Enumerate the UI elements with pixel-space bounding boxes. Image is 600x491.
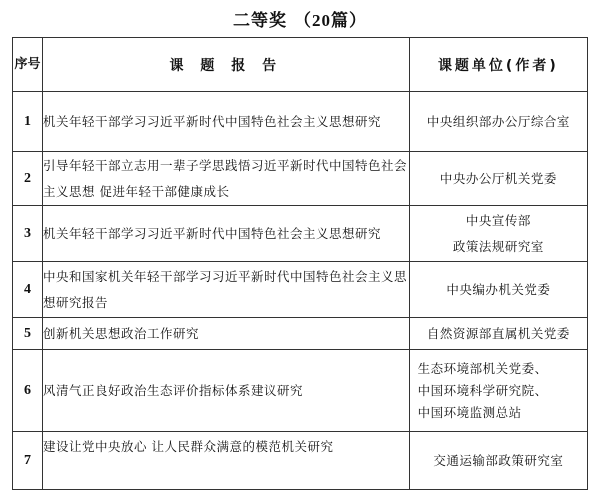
title-prefix: 二等奖 （ xyxy=(233,11,312,31)
unit-line: 中央办公厅机关党委 xyxy=(439,170,557,186)
title-count: 20 xyxy=(311,11,331,30)
unit-line: 自然资源部直属机关党委 xyxy=(426,325,570,341)
row-report: 创新机关思想政治工作研究 xyxy=(43,318,410,350)
unit-line: 中央宣传部 xyxy=(465,212,531,228)
row-number: 4 xyxy=(13,262,43,318)
awards-table xyxy=(12,37,588,490)
table-row xyxy=(13,206,588,262)
table-row xyxy=(13,262,588,318)
row-number: 2 xyxy=(13,152,43,206)
row-unit xyxy=(409,432,587,490)
row-report: 风清气正良好政治生态评价指标体系建议研究 xyxy=(43,350,410,432)
table-row xyxy=(13,152,588,206)
row-report: 引导年轻干部立志用一辈子学思践悟习近平新时代中国特色社会主义思想 促进年轻干部健康成长 xyxy=(43,152,410,206)
row-number: 6 xyxy=(13,350,43,432)
unit-line: 政策法规研究室 xyxy=(452,238,544,254)
row-number: 3 xyxy=(13,206,43,262)
row-report: 机关年轻干部学习习近平新时代中国特色社会主义思想研究 xyxy=(43,206,410,262)
header-unit: 课题单位(作者) xyxy=(409,38,587,92)
table-row xyxy=(13,318,588,350)
row-number: 5 xyxy=(13,318,43,350)
page-title xyxy=(0,6,600,31)
table-row xyxy=(13,92,588,152)
row-report: 建设让党中央放心 让人民群众满意的模范机关研究 xyxy=(43,432,410,490)
row-unit xyxy=(409,262,587,318)
unit-line: 中国环境科学研究院、 xyxy=(417,382,548,398)
row-number: 7 xyxy=(13,432,43,490)
unit-line: 交通运输部政策研究室 xyxy=(433,452,564,468)
row-unit xyxy=(409,92,587,152)
row-number: 1 xyxy=(13,92,43,152)
row-report: 机关年轻干部学习习近平新时代中国特色社会主义思想研究 xyxy=(43,92,410,152)
table-row xyxy=(13,432,588,490)
title-suffix: 篇） xyxy=(330,11,367,31)
row-unit xyxy=(409,206,587,262)
row-unit xyxy=(409,350,587,432)
unit-line: 生态环境部机关党委、 xyxy=(417,360,548,376)
row-unit xyxy=(409,152,587,206)
unit-line: 中央编办机关党委 xyxy=(446,281,551,297)
row-report: 中央和国家机关年轻干部学习习近平新时代中国特色社会主义思想研究报告 xyxy=(43,262,410,318)
table-row xyxy=(13,350,588,432)
unit-line: 中央组织部办公厅综合室 xyxy=(426,113,570,129)
unit-line: 中国环境监测总站 xyxy=(417,404,522,420)
header-report: 课 题 报 告 xyxy=(43,38,410,92)
header-number: 序号 xyxy=(13,38,43,92)
row-unit xyxy=(409,318,587,350)
table-header-row xyxy=(13,38,588,92)
